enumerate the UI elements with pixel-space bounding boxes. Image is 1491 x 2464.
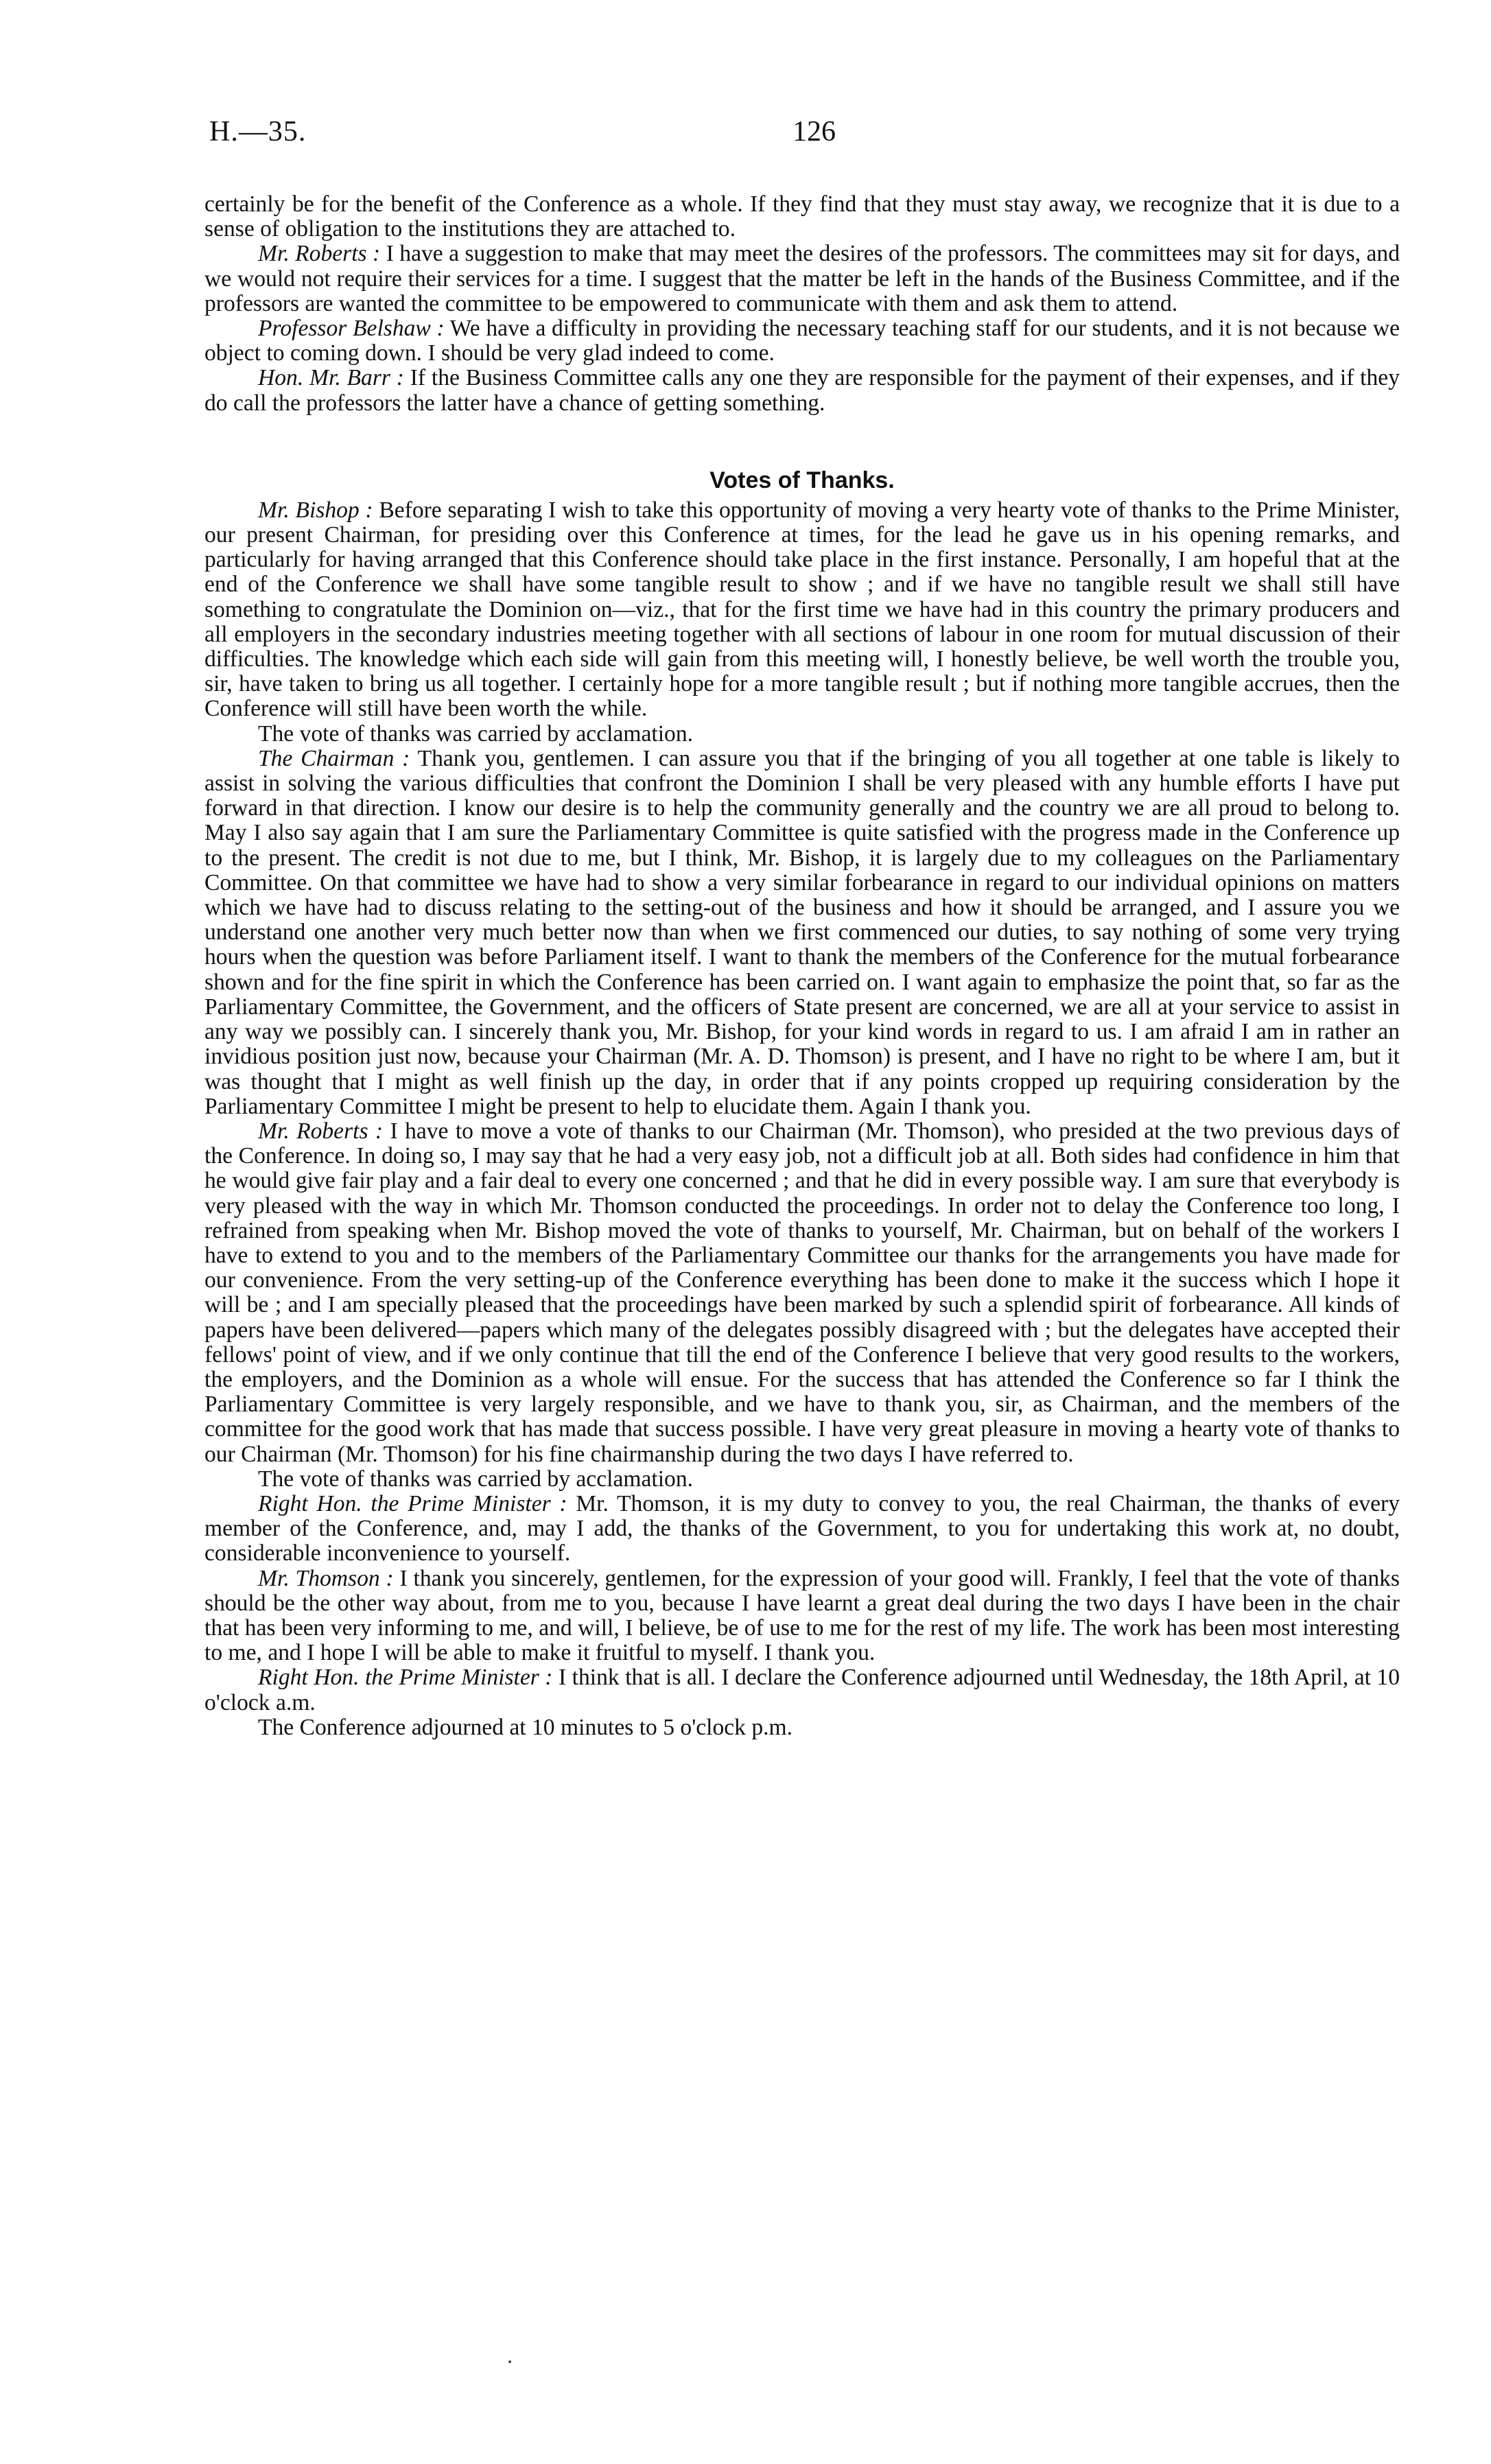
document-body: [204, 192, 1400, 1740]
paragraph: [204, 242, 1400, 316]
speaker-name: Right Hon. the Prime Minister :: [258, 1665, 553, 1691]
speaker-name: Hon. Mr. Barr :: [258, 365, 404, 391]
speaker-name: Mr. Bishop :: [258, 497, 373, 523]
paragraph-text: certainly be for the benefit of the Conference as a whole. If they find that they must stay away, we recognize that it is due to a sense of obligation to the institutions they are attached to.: [204, 191, 1400, 242]
paragraph: [204, 1715, 1400, 1740]
paragraph-text: Mr. Thomson, it is my duty to convey to you, the real Chairman, the thanks of every member of the Conference, and, may I add, the thanks of the Government, to you for undertaking this work at, no doubt, considerable inconvenience to yourself.: [204, 1490, 1400, 1567]
page-number: 126: [793, 116, 836, 148]
paragraph: [204, 192, 1400, 242]
paragraph: [204, 1567, 1400, 1666]
paragraph: [204, 1119, 1400, 1467]
speaker-name: Mr. Roberts :: [258, 1118, 384, 1144]
paragraph: [204, 316, 1400, 366]
section-heading: Votes of Thanks.: [709, 467, 895, 493]
document-reference: H.—35.: [209, 116, 307, 148]
speaker-name: Professor Belshaw :: [258, 316, 445, 342]
paragraph: [204, 1665, 1400, 1715]
paragraph-text: Before separating I wish to take this opportunity of moving a very hearty vote of thanks to the Prime Minister, our present Chairman, for presiding over this Conference at times, for the lead he gave us in his opening remarks, and particularly for having arranged that this Conference should take place in the first instance. Personally, I am hopeful that at the end of the Conference we shall have some tangible result to show ; and if we have no tangible result we shall still have something to congratulate the Dominion on—viz., that for the first time we have had in this country the primary producers and all employers in the secondary industries meeting together with all sections of labour in one room for mutual discussion of their difficulties. The knowledge which each side will gain from this meeting will, I honestly believe, be well worth the trouble you, sir, have taken to bring us all together. I certainly hope for a more tangible result ; but if nothing more tangible accrues, then the Conference will still have been worth the while.: [204, 497, 1400, 722]
paragraph: [204, 1492, 1400, 1567]
paragraph: [204, 1467, 1400, 1492]
paragraph-text: We have a difficulty in providing the necessary teaching staff for our students, and it is not because we object to coming down. I should be very glad indeed to come.: [204, 316, 1400, 366]
paragraph-text: Thank you, gentlemen. I can assure you that if the bringing of you all together at one table is likely to assist in solving the various difficulties that confront the Dominion I shall be very pleased with any humble efforts I have put forward in that direction. I know our desire is to help the community generally and the country we are all proud to belong to. May I also say again that I am sure the Parliamentary Committee is quite satisfied with the progress made in the Conference up to the present. The credit is not due to me, but I think, Mr. Bishop, it is largely due to my colleagues on the Parliamentary Committee. On that committee we have had to show a very similar forbearance in regard to our individual opinions on matters which we have had to discuss relating to the setting-out of the business and how it should be arranged, and I assure you we understand one another very much better now than when we first commenced our duties, to say nothing of some very trying hours when the question was before Parliament itself. I want to thank the members of the Conference for the mutual forbearance shown and for the fine spirit in which the Conference has been carried on. I want again to emphasize the point that, so far as the Parliamentary Committee, the Government, and the officers of State present are concerned, we are all at your service to assist in any way we possibly can. I sincerely thank you, Mr. Bishop, for your kind words in regard to us. I am afraid I am in rather an invidious position just now, because your Chairman (Mr. A. D. Thomson) is present, and I have no right to be where I am, but it was thought that I might as well finish up the day, in order that if any points cropped up requiring consideration by the Parliamentary Committee I might be present to help to elucidate them. Again I thank you.: [204, 745, 1400, 1119]
speaker-name: The Chairman :: [258, 745, 410, 771]
paragraph: [204, 747, 1400, 1119]
section-spacer: [204, 416, 1400, 467]
speaker-name: Right Hon. the Prime Minister :: [258, 1490, 567, 1516]
paragraph-text: I have to move a vote of thanks to our Chairman (Mr. Thomson), who presided at the two previous days of the Conference. In doing so, I may say that he had a very easy job, not a difficult job at all. Both sides had confidence in him that he would give fair play and a fair deal to every one concerned ; and that he did in every possible way. I am sure that everybody is very pleased with the way in which Mr. Thomson conducted the proceedings. In order not to delay the Conference too long, I refrained from speaking when Mr. Bishop moved the vote of thanks to yourself, Mr. Chairman, but on behalf of the workers I have to extend to you and to the members of the Parliamentary Committee our thanks for the arrangements you have made for our convenience. From the very setting-up of the Conference everything has been done to make it the success which I hope it will be ; and I am specially pleased that the proceedings have been marked by such a splendid spirit of forbearance. All kinds of papers have been delivered—papers which many of the delegates possibly disagreed with ; but the delegates have accepted their fellows' point of view, and if we only continue that till the end of the Conference I believe that very good results to the workers, the employers, and the Dominion as a whole will ensue. For the success that has attended the Conference so far I think the Parliamentary Committee is very largely responsible, and we have to thank you, sir, as Chairman, and the members of the committee for the good work that has made that success possible. I have very great pleasure in moving a hearty vote of thanks to our Chairman (Mr. Thomson) for his fine chairmanship during the two days I have referred to.: [204, 1118, 1400, 1467]
paragraph-text: I have a suggestion to make that may meet the desires of the professors. The committees may sit for days, and we would not require their services for a time. I suggest that the matter be left in the hands of the Business Committee, and if the professors are wanted the committee to be empowered to communicate with them and ask them to attend.: [204, 241, 1400, 316]
speaker-name: Mr. Thomson :: [258, 1565, 394, 1591]
paragraph: [204, 722, 1400, 747]
print-speck: [508, 2360, 511, 2363]
paragraph: [204, 366, 1400, 415]
page-header: [209, 115, 1407, 163]
paragraph-text: The vote of thanks was carried by acclamation.: [258, 1466, 694, 1492]
speaker-name: Mr. Roberts :: [258, 241, 381, 267]
paragraph-text: I think that is all. I declare the Conference adjourned until Wednesday, the 18th April, at 10 o'clock a.m.: [204, 1665, 1400, 1715]
paragraph-text: The vote of thanks was carried by acclamation.: [258, 720, 694, 747]
paragraph-text: If the Business Committee calls any one they are responsible for the payment of their expenses, and if they do call the professors the latter have a chance of getting something.: [204, 365, 1400, 416]
paragraph: [204, 498, 1400, 722]
paragraph-text: The Conference adjourned at 10 minutes to 5 o'clock p.m.: [258, 1714, 793, 1740]
paragraph-text: I thank you sincerely, gentlemen, for the expression of your good will. Frankly, I feel that the vote of thanks should be the other way about, from me to you, because I have learnt a great deal during the two days I have been in the chair that has been very informing to me, and will, I believe, be of use to me for the rest of my life. The work has been most interesting to me, and I hope I will be able to make it fruitful to myself. I thank you.: [204, 1565, 1400, 1666]
